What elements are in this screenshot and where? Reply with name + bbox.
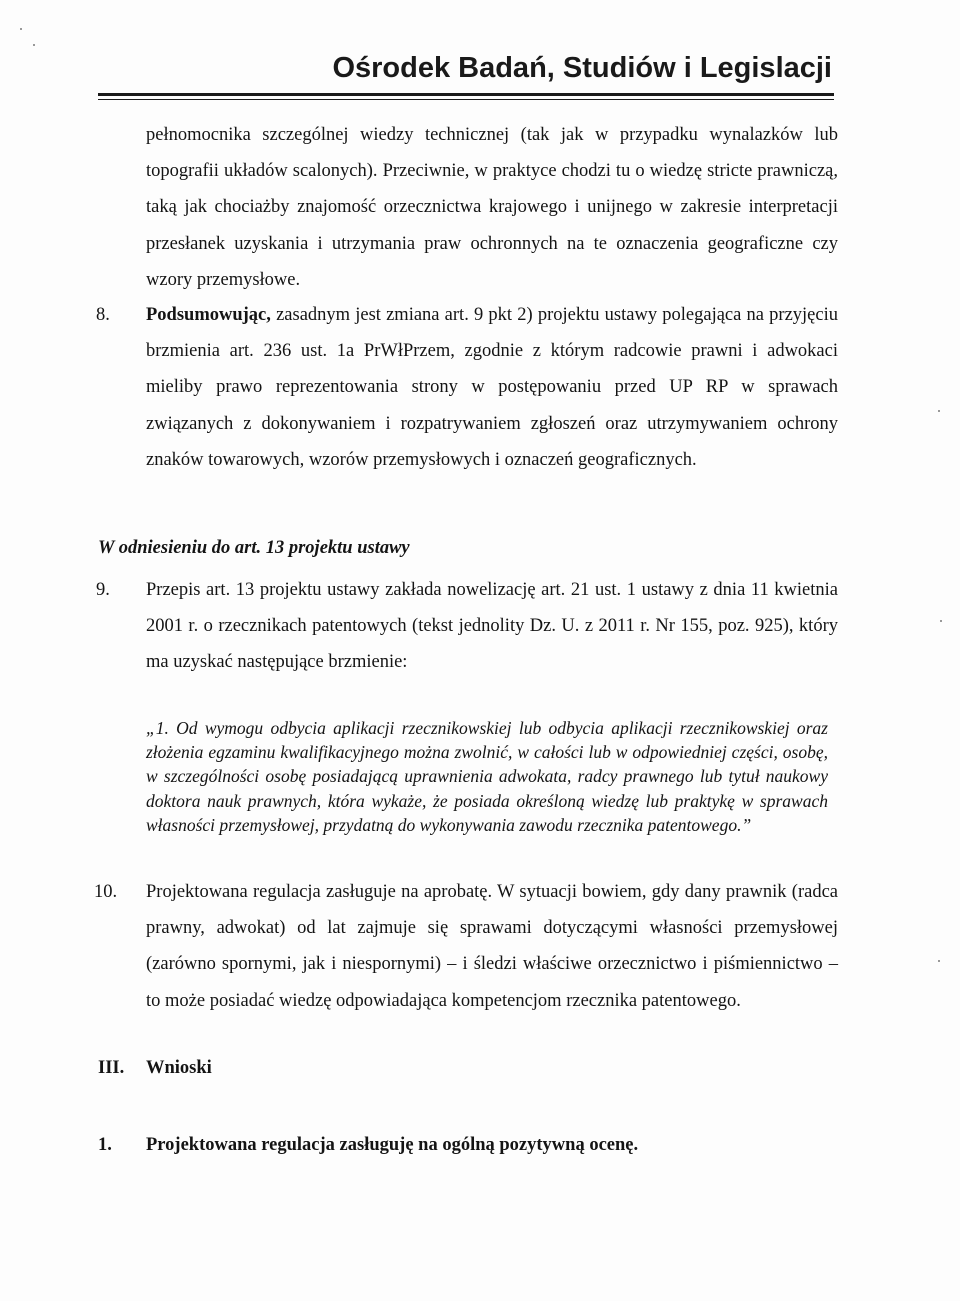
header-rule-thin	[98, 99, 834, 100]
point-9-number: 9.	[96, 580, 110, 600]
continuation-paragraph: pełnomocnika szczególnej wiedzy technicznej (tak jak w przypadku wynalazków lub topografii układów scalonych). Przeciwnie, w praktyce chodzi tu o wiedzę stricte prawniczą, taką jak chociażby znajomość orzecznictwa krajowego i unijnego w zakresie interpretacji przesłanek uzyskania i utrzymania praw ochronnych na te oznaczenia geograficzne czy wzory przemysłowe.	[146, 125, 838, 290]
section-3-number: III.	[98, 1058, 125, 1078]
scan-speck	[938, 960, 940, 962]
section-heading-art-13: W odniesieniu do art. 13 projektu ustawy	[98, 538, 410, 558]
point-8-paragraph	[146, 297, 838, 478]
conclusion-1-number: 1.	[98, 1135, 112, 1155]
point-9-paragraph: Przepis art. 13 projektu ustawy zakłada nowelizację art. 21 ust. 1 ustawy z dnia 11 kwietnia 2001 r. o rzecznikach patentowych (tekst jednolity Dz. U. z 2011 r. Nr 155, poz. 925), który ma uzyskać następujące brzmienie:	[146, 580, 838, 673]
point-8-lead: Podsumowując,	[146, 305, 271, 325]
point-8-text: zasadnym jest zmiana art. 9 pkt 2) projektu ustawy polegająca na przyjęciu brzmienia art. 236 ust. 1a PrWłPrzem, zgodnie z którym radcowie prawni i adwokaci mieliby prawo reprezentowania strony w postępowaniu przed UP RP w sprawach związanych z dokonywaniem i rozpatrywaniem zgłoszeń oraz utrzymywaniem ochrony znaków towarowych, wzorów przemysłowych i oznaczeń geograficznych.	[146, 305, 838, 470]
conclusion-1-text: Projektowana regulacja zasługuję na ogólną pozytywną ocenę.	[146, 1135, 639, 1155]
section-3-title: Wnioski	[146, 1058, 212, 1078]
point-8-number: 8.	[96, 305, 110, 325]
point-10-paragraph: Projektowana regulacja zasługuje na aprobatę. W sytuacji bowiem, gdy dany prawnik (radca prawny, adwokat) od lat zajmuje się sprawami dotyczącymi własności przemysłowej (zarówno spornymi, jak i niespornymi) – i śledzi właściwe orzecznictwo i piśmiennictwo – to może posiadać wiedzę odpowiadająca kompetencjom rzecznika patentowego.	[146, 882, 838, 1011]
scan-speck	[938, 410, 940, 412]
quoted-provision: „1. Od wymogu odbycia aplikacji rzecznikowskiej lub odbycia aplikacji rzecznikowskiej oraz złożenia egzaminu kwalifikacyjnego można zwolnić, w całości lub w odpowiedniej części, osobę, w szczególności osobę posiadającą uprawnienia adwokata, radcy prawnego lub tytuł naukowy doktora nauk prawnych, która wykaże, że posiada określoną wiedzę lub praktykę w sprawach własności przemysłowej, przydatną do wykonywania zawodu rzecznika patentowego.”	[146, 718, 828, 835]
point-10-number: 10.	[94, 882, 118, 902]
page-header-title: Ośrodek Badań, Studiów i Legislacji	[332, 52, 832, 84]
scan-speck	[33, 44, 35, 46]
scan-speck	[940, 620, 942, 622]
scan-speck	[20, 28, 22, 30]
header-rule-thick	[98, 93, 834, 96]
